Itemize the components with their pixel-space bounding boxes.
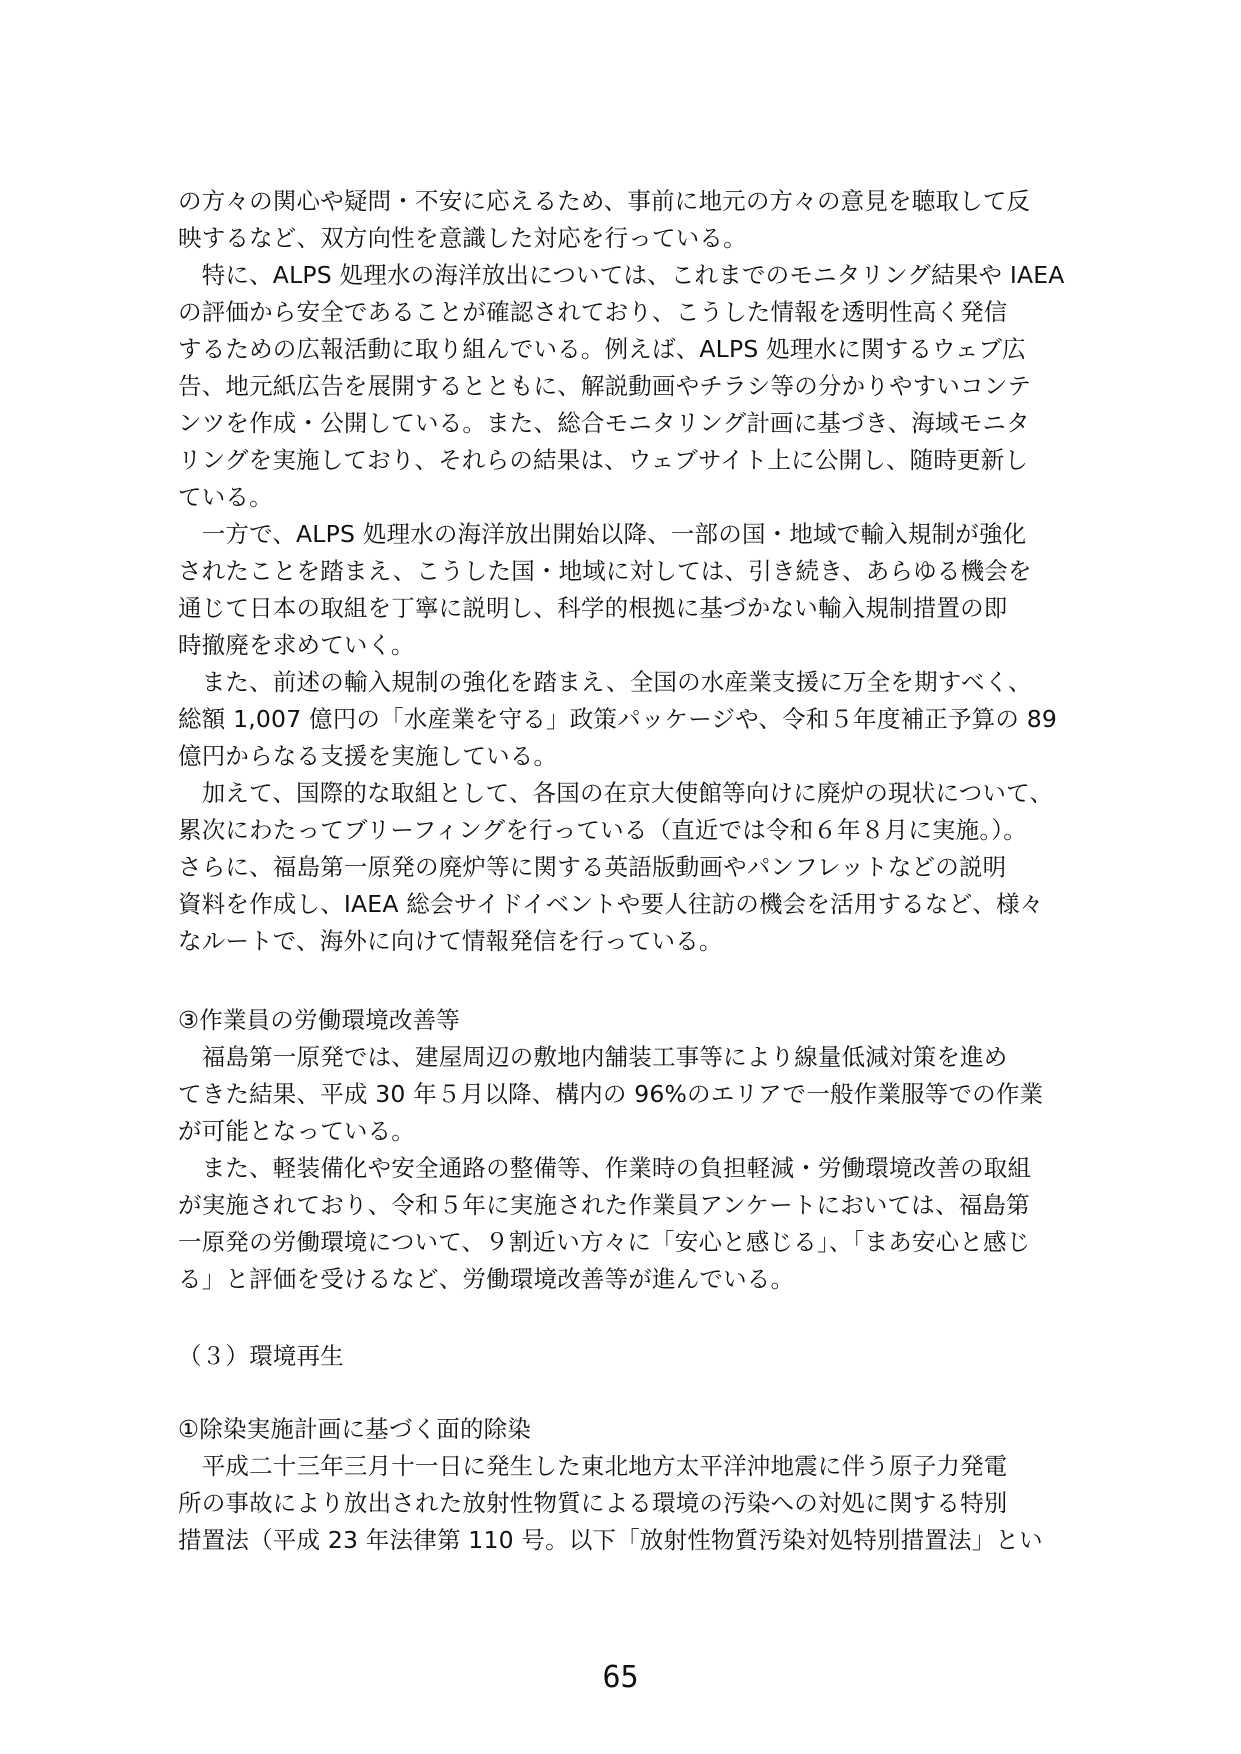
text-line: するための広報活動に取り組んでいる。例えば、ALPS 処理水に関するウェブ広: [178, 335, 1026, 363]
text-line: ている。: [178, 483, 273, 511]
text-line: また、前述の輸入規制の強化を踏まえ、全国の水産業支援に万全を期すべく、: [178, 668, 1032, 696]
text-line: ンツを作成・公開している。また、総合モニタリング計画に基づき、海域モニタ: [178, 409, 1030, 437]
text-line: されたことを踏まえ、こうした国・地域に対しては、引き続き、あらゆる機会を: [178, 557, 1032, 585]
text-line: 億円からなる支援を実施している。: [178, 742, 558, 770]
text-line: なルートで、海外に向けて情報発信を行っている。: [178, 927, 723, 955]
text-line: 所の事故により放出された放射性物質による環境の汚染への対処に関する特別: [178, 1489, 1008, 1517]
text-line: 特に、ALPS 処理水の海洋放出については、これまでのモニタリング結果や IAEA: [178, 261, 1065, 289]
section-heading: ①除染実施計画に基づく面的除染: [178, 1415, 532, 1443]
text-line: 一原発の労働環境について、９割近い方々に「安心と感じる」、「まあ安心と感じ: [178, 1228, 1031, 1256]
text-line: 一方で、ALPS 処理水の海洋放出開始以降、一部の国・地域で輸入規制が強化: [178, 520, 1027, 548]
text-line: 福島第一原発では、建屋周辺の敷地内舗装工事等により線量低減対策を進め: [178, 1043, 1008, 1071]
text-line: 総額 1,007 億円の「水産業を守る」政策パッケージや、令和５年度補正予算の 89: [178, 705, 1058, 733]
text-line: さらに、福島第一原発の廃炉等に関する英語版動画やパンフレットなどの説明: [178, 853, 1007, 881]
text-line: 平成二十三年三月十一日に発生した東北地方太平洋沖地震に伴う原子力発電: [178, 1452, 1008, 1480]
text-line: 時撤廃を求めていく。: [178, 631, 415, 659]
text-line: の方々の関心や疑問・不安に応えるため、事前に地元の方々の意見を聴取して反: [178, 187, 1031, 215]
text-line: が実施されており、令和５年に実施された作業員アンケートにおいては、福島第: [178, 1191, 1030, 1219]
text-line: 累次にわたってブリーフィングを行っている（直近では令和６年８月に実施。）。: [178, 816, 1027, 844]
text-line: リングを実施しており、それらの結果は、ウェブサイト上に公開し、随時更新し: [178, 446, 1029, 474]
text-line: 告、地元紙広告を展開するとともに、解説動画やチラシ等の分かりやすいコンテ: [178, 372, 1032, 400]
text-line: 映するなど、双方向性を意識した対応を行っている。: [178, 224, 747, 252]
text-line: 措置法（平成 23 年法律第 110 号。以下「放射性物質汚染対処特別措置法」とい: [178, 1526, 1043, 1554]
text-line: が可能となっている。: [178, 1117, 415, 1145]
page-number: 65: [602, 1660, 639, 1695]
text-line: 加えて、国際的な取組として、各国の在京大使館等向けに廃炉の現状について、: [178, 779, 1054, 807]
section-heading: （３）環境再生: [178, 1342, 344, 1370]
text-line: の評価から安全であることが確認されており、こうした情報を透明性高く発信: [178, 298, 1008, 326]
text-line: 資料を作成し、IAEA 総会サイドイベントや要人往訪の機会を活用するなど、様々: [178, 890, 1044, 918]
section-heading: ③作業員の労働環境改善等: [178, 1006, 460, 1034]
text-line: 通じて日本の取組を丁寧に説明し、科学的根拠に基づかない輸入規制措置の即: [178, 594, 1008, 622]
text-line: る」と評価を受けるなど、労働環境改善等が進んでいる。: [178, 1265, 795, 1293]
text-line: また、軽装備化や安全通路の整備等、作業時の負担軽減・労働環境改善の取組: [178, 1154, 1032, 1182]
text-line: てきた結果、平成 30 年５月以降、構内の 96%のエリアで一般作業服等での作業: [178, 1080, 1044, 1108]
